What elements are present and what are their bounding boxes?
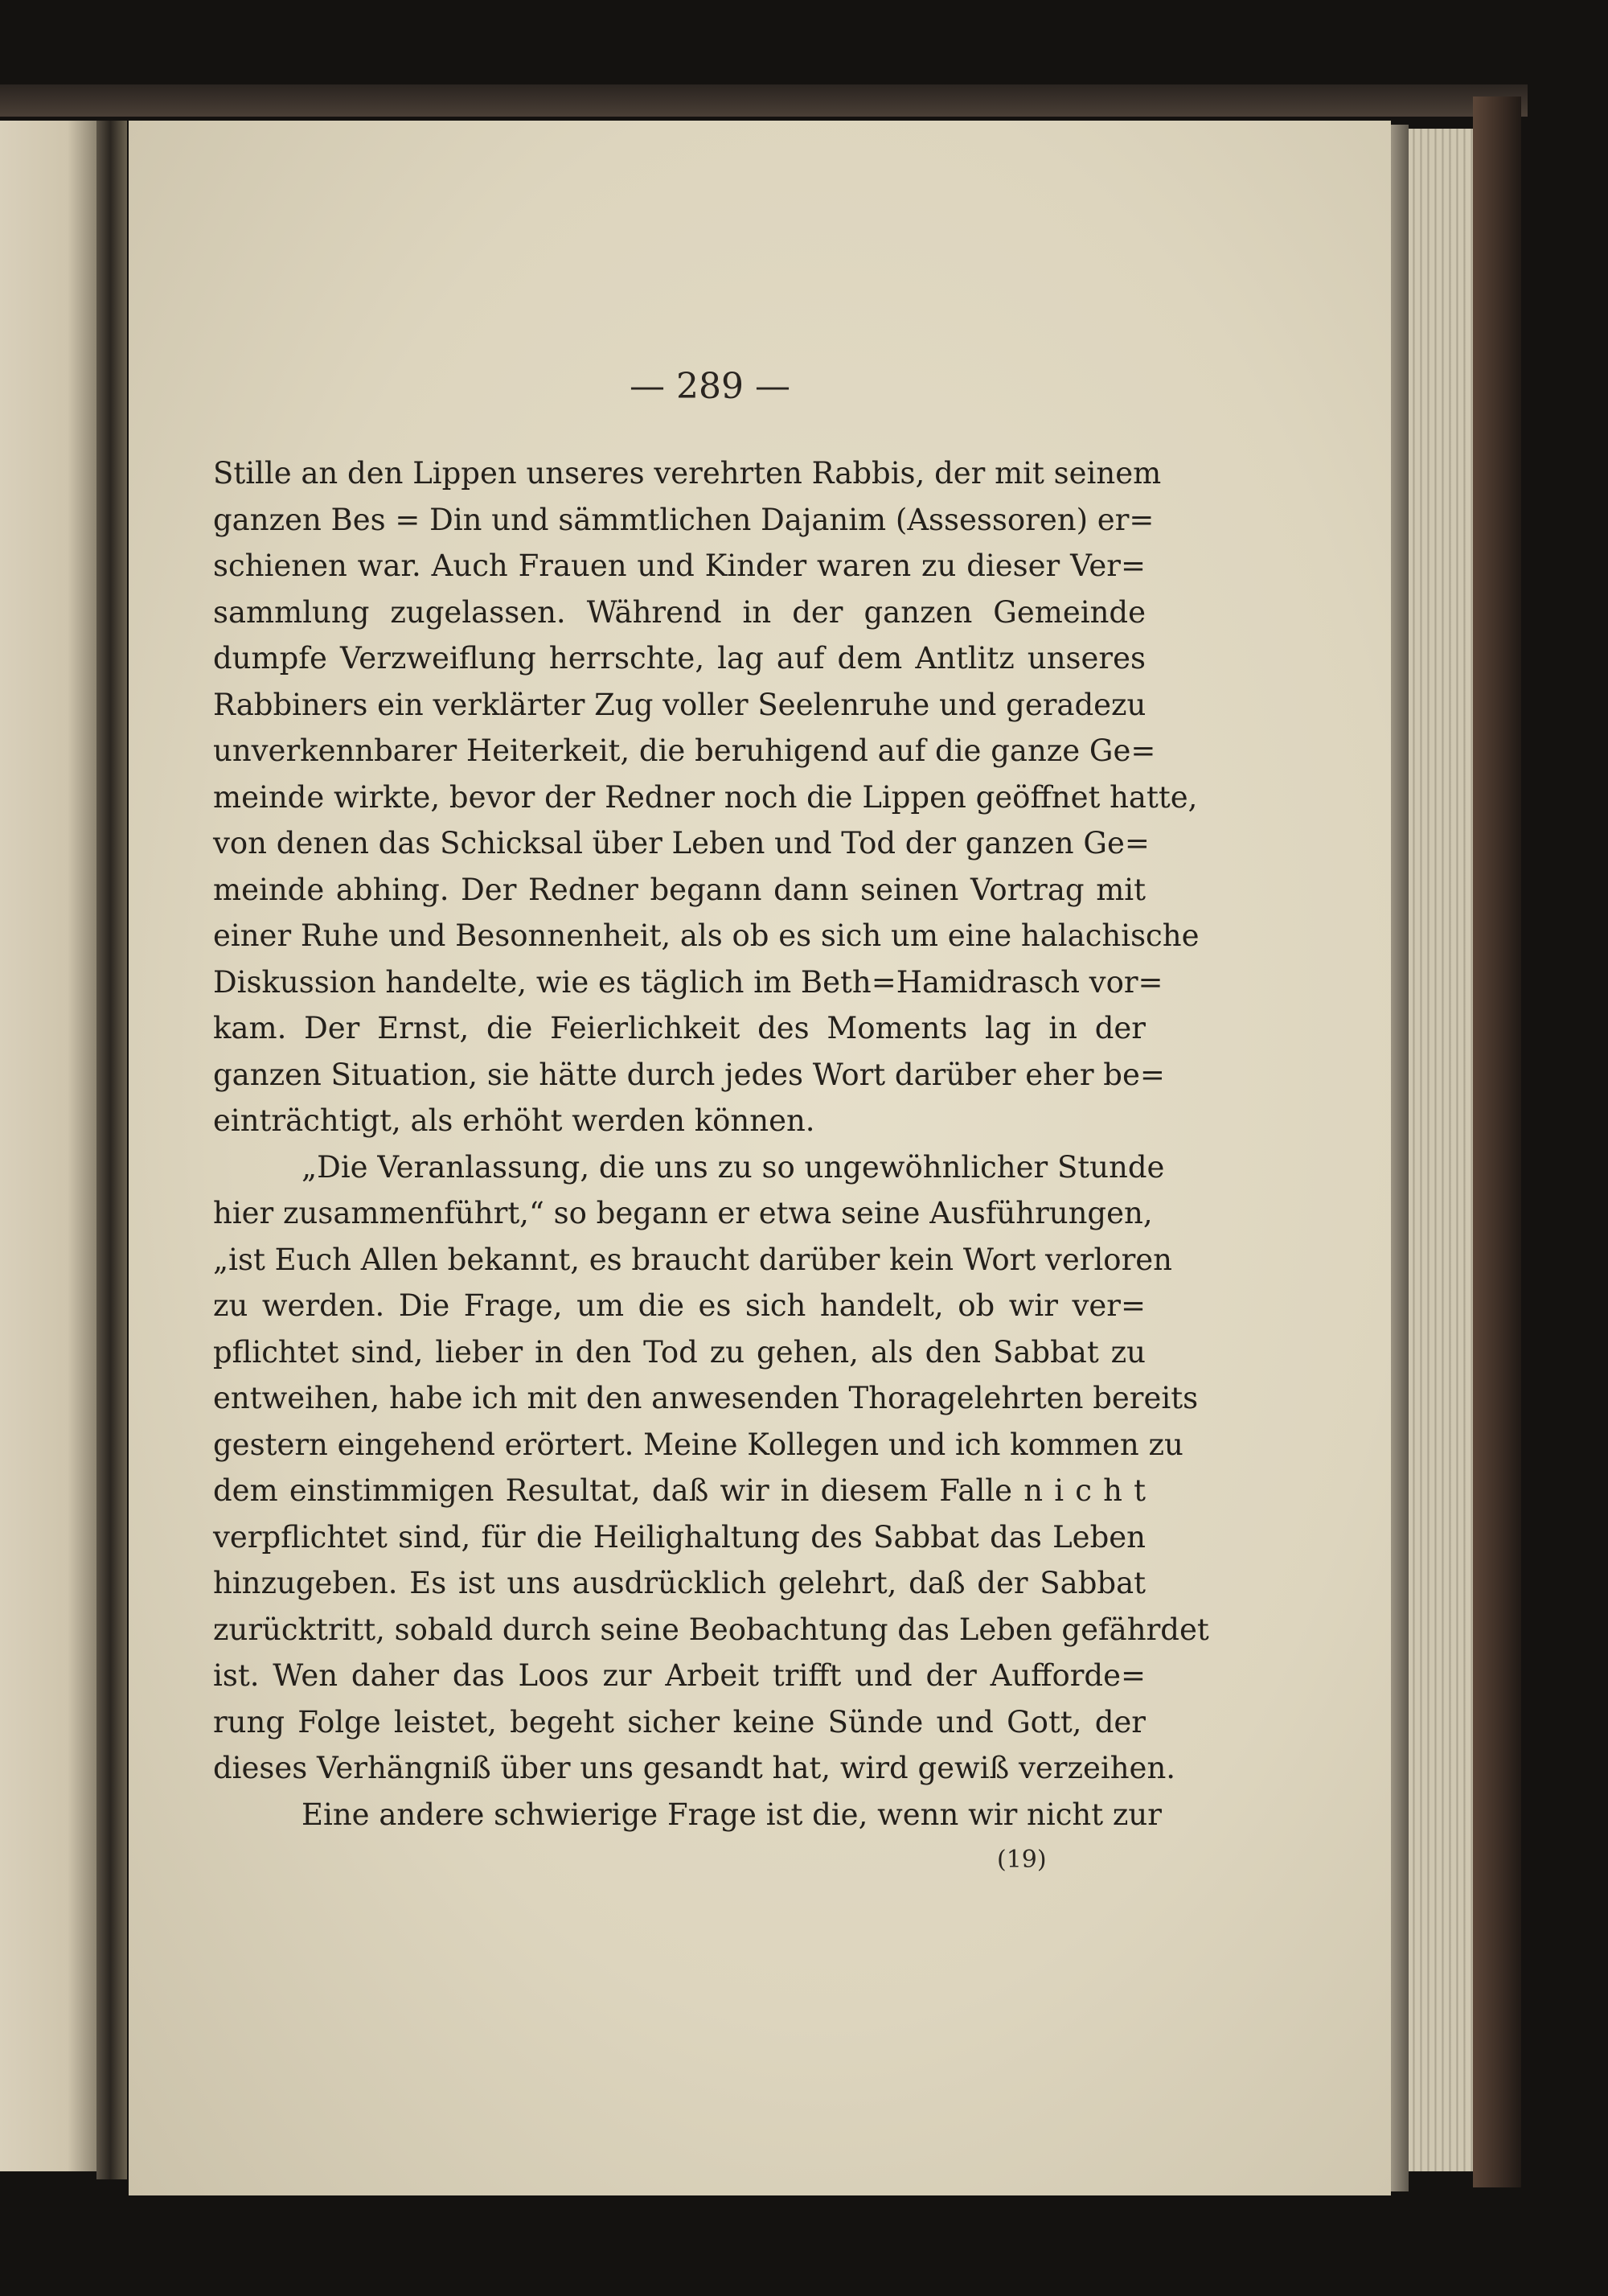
text-line: ganzen Situation, sie hätte durch jedes Wort darüber eher be= [213,1057,1165,1092]
text-line: rung Folge leistet, begeht sicher keine Sünde und Gott, der [213,1704,1146,1739]
page-fold-shadow [1391,125,1409,2191]
text-line: dem einstimmigen Resultat, daß wir in diesem Falle n i c h t [213,1473,1146,1508]
page-number: — 289 — [630,366,790,407]
text-line: Rabbiners ein verklärter Zug voller Seelenruhe und geradezu [213,687,1147,722]
text-line: hier zusammenführt,“ so begann er etwa seine Ausführungen, [213,1196,1153,1230]
text-line: zurücktritt, sobald durch seine Beobachtung das Leben gefährdet [213,1612,1209,1647]
text-line: dieses Verhängniß über uns gesandt hat, wird gewiß verzeihen. [213,1751,1176,1785]
text-line: hinzugeben. Es ist uns ausdrücklich gelehrt, daß der Sabbat [213,1566,1146,1600]
book-gutter [96,121,127,2179]
left-page-edge [0,121,96,2171]
book-top-edge [0,84,1528,117]
text-line: meinde wirkte, bevor der Redner noch die Lippen geöffnet hatte, [213,779,1198,815]
page-stack-edges [1409,129,1473,2171]
text-line: einträchtigt, als erhöht werden können. [213,1103,815,1138]
text-line: Stille an den Lippen unseres verehrten Rabbis, der mit seinem [213,456,1162,491]
book-cover [1473,97,1521,2187]
text-line: ganzen Bes = Din und sämmtlichen Dajanim (Assessoren) er= [213,502,1155,537]
text-line: von denen das Schicksal über Leben und Tod der ganzen Ge= [213,826,1150,860]
text-line: zu werden. Die Frage, um die es sich handelt, ob wir ver= [213,1288,1146,1323]
text-line: einer Ruhe und Besonnenheit, als ob es sich um eine halachische [213,918,1200,953]
text-line: verpflichtet sind, für die Heilighaltung des Sabbat das Leben [213,1519,1146,1555]
text-line: gestern eingehend erörtert. Meine Kollegen und ich kommen zu [213,1427,1183,1462]
text-line: ist. Wen daher das Loos zur Arbeit trifft und der Aufforde= [213,1658,1146,1693]
body-text [213,450,1209,1838]
printer-signature: (19) [997,1846,1047,1874]
text-line: Eine andere schwierige Frage ist die, wenn wir nicht zur [302,1797,1162,1832]
text-line: pflichtet sind, lieber in den Tod zu gehen, als den Sabbat zu [213,1334,1146,1370]
text-line: sammlung zugelassen. Während in der ganzen Gemeinde [213,594,1146,630]
text-line: dumpfe Verzweiflung herrschte, lag auf dem Antlitz unseres [213,641,1146,676]
text-line: Diskussion handelte, wie es täglich im Beth=Hamidrasch vor= [213,964,1163,1000]
text-line: kam. Der Ernst, die Feierlichkeit des Moments lag in der [213,1011,1146,1045]
text-line: „Die Veranlassung, die uns zu so ungewöhnlicher Stunde [302,1149,1165,1185]
text-line: entweihen, habe ich mit den anwesenden Thoragelehrten bereits [213,1381,1199,1415]
text-line: meinde abhing. Der Redner begann dann seinen Vortrag mit [213,872,1146,907]
text-line: „ist Euch Allen bekannt, es braucht darüber kein Wort verloren [213,1242,1172,1277]
text-line: schienen war. Auch Frauen und Kinder waren zu dieser Ver= [213,548,1146,583]
text-line: unverkennbarer Heiterkeit, die beruhigend auf die ganze Ge= [213,733,1156,768]
